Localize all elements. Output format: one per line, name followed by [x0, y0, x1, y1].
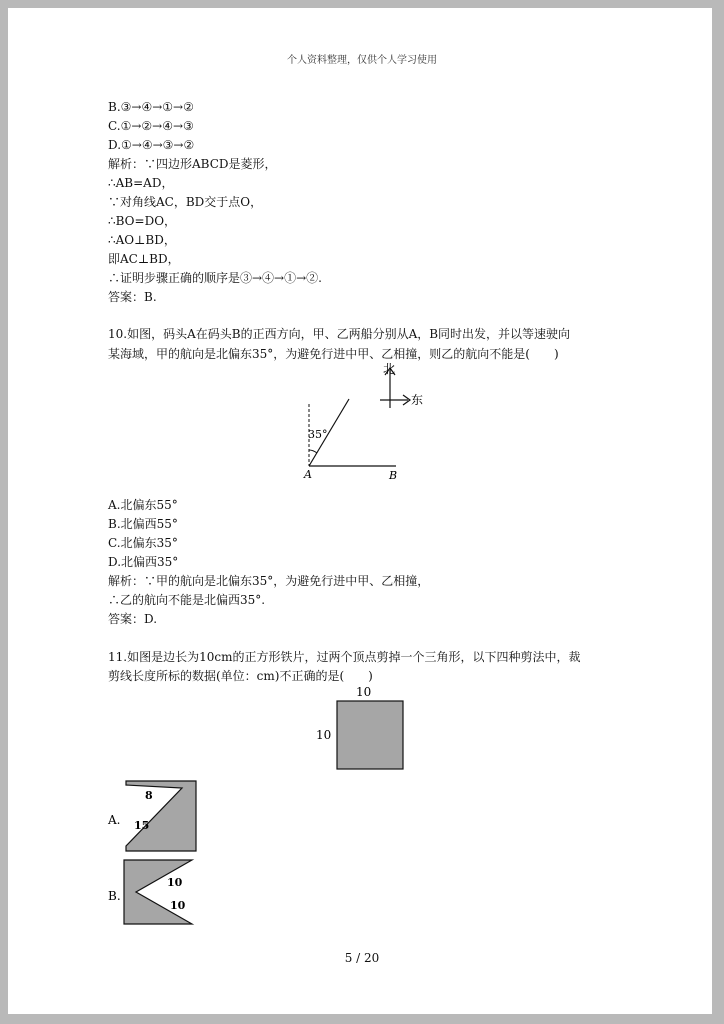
- east-label: 东: [411, 393, 424, 407]
- q11-stem: 11.如图是边长为10cm的正方形铁片，过两个顶点剪掉一个三角形，以下四种剪法中，裁: [108, 650, 581, 664]
- q9-option-b: B.③→④→①→②: [108, 100, 194, 114]
- point-b-label: B: [389, 469, 398, 482]
- q11-stem: 剪线长度所标的数据(单位：cm)不正确的是( ): [108, 669, 373, 683]
- q9-analysis-line: 解析：∵四边形ABCD是菱形，: [108, 157, 277, 171]
- q10-option-a: A.北偏东55°: [108, 498, 178, 512]
- q9-analysis-line: 即AC⊥BD，: [108, 252, 180, 266]
- q10-analysis: 解析：∵甲的航向是北偏东35°，为避免行进中甲、乙相撞，: [108, 574, 430, 588]
- option-a-letter: A.: [108, 813, 121, 827]
- q11-square-figure: [310, 680, 420, 770]
- q10-stem: 某海域，甲的航向是北偏东35°，为避免行进中甲、乙相撞，则乙的航向不能是( ): [108, 347, 559, 361]
- q10-option-b: B.北偏西55°: [108, 517, 178, 531]
- option-b-label-top: 10: [167, 876, 183, 889]
- q9-analysis-line: ∴AB=AD，: [108, 176, 174, 190]
- q10-analysis: ∴乙的航向不能是北偏西35°.: [108, 593, 266, 607]
- q10-option-c: C.北偏东35°: [108, 536, 178, 550]
- q10-option-d: D.北偏西35°: [108, 555, 179, 569]
- q9-option-c: C.①→②→④→③: [108, 119, 194, 133]
- q10-stem: 10.如图，码头A在码头B的正西方向，甲、乙两船分别从A，B同时出发，并以等速驶向: [108, 327, 571, 341]
- page-header: 个人资料整理，仅供个人学习使用: [287, 55, 437, 66]
- q9-analysis-line: ∴AO⊥BD，: [108, 233, 176, 247]
- q11-option-a-figure: [100, 774, 220, 854]
- option-b-label-bottom: 10: [170, 899, 186, 912]
- option-b-letter: B.: [108, 889, 121, 903]
- q9-analysis-line: ∵对角线AC，BD交于点O，: [108, 195, 263, 209]
- option-a-label-top: 8: [145, 789, 153, 802]
- north-label: 北: [383, 362, 396, 376]
- q10-direction-figure: [296, 362, 446, 482]
- option-a-label-bottom: 15: [134, 819, 150, 832]
- point-a-label: A: [304, 468, 312, 481]
- q9-option-d: D.①→④→③→②: [108, 138, 195, 152]
- square-top-label: 10: [356, 685, 372, 699]
- q9-analysis-line: ∴证明步骤正确的顺序是③→④→①→②.: [108, 271, 322, 285]
- square-left-label: 10: [316, 728, 332, 742]
- page-number: 5 / 20: [344, 951, 380, 965]
- q11-option-b-figure: [100, 856, 220, 936]
- q9-analysis-line: ∴BO=DO，: [108, 214, 177, 228]
- q10-answer: 答案：D.: [108, 612, 158, 626]
- angle-label: 35°: [308, 428, 328, 441]
- q9-answer: 答案：B.: [108, 290, 157, 304]
